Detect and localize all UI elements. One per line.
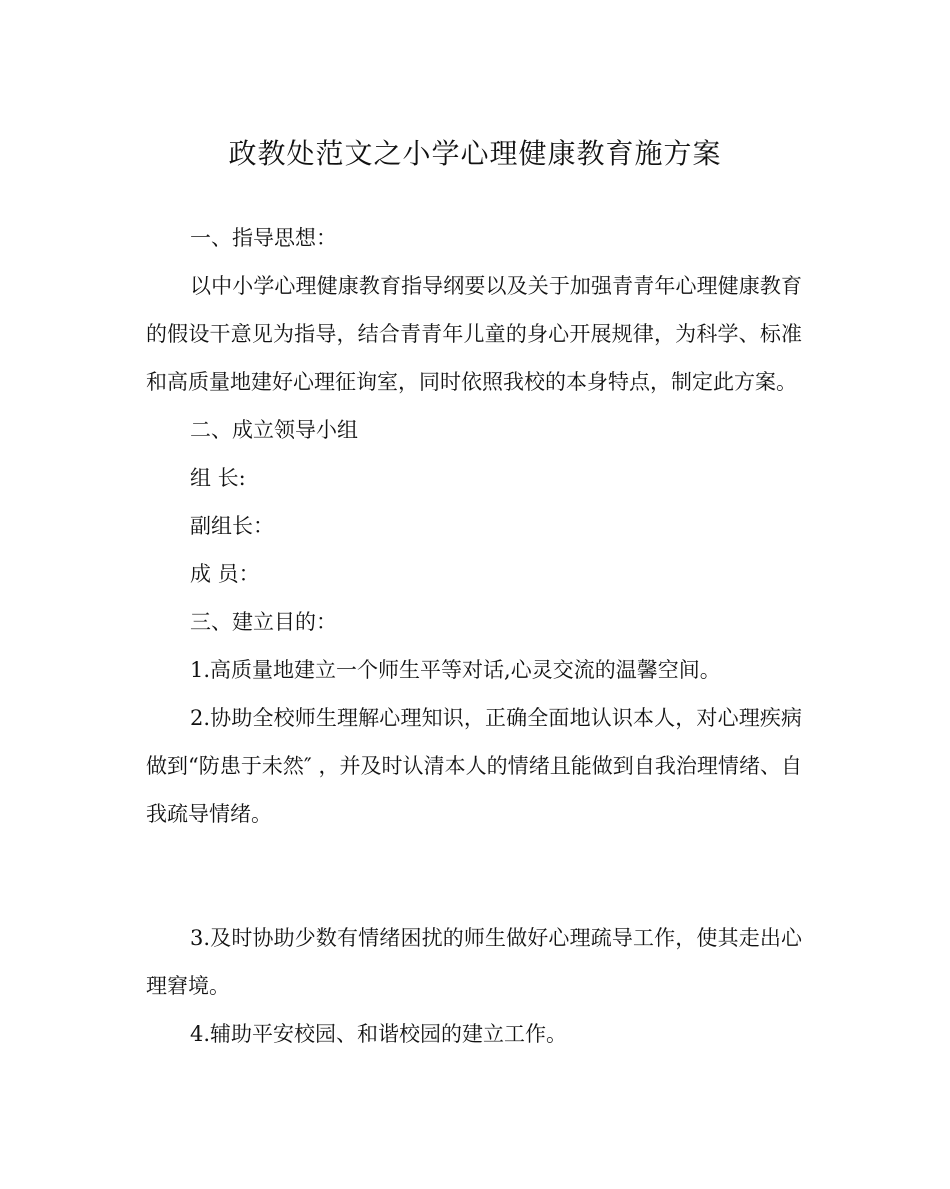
goal-item-3: 3.及时协助少数有情绪困扰的师生做好心理疏导工作，使其走出心理窘境。	[146, 926, 802, 998]
goal-item-2: 2.协助全校师生理解心理知识，正确全面地认识本人，对心理疾病做到“防患于未然″ ，并及时认清本人的情绪且能做到自我治理情绪、自我疏导情绪。	[146, 706, 802, 826]
group-leader-line: 组 长:	[190, 466, 246, 490]
section-3-heading: 三、建立目的：	[190, 610, 337, 634]
section-3-continued	[146, 914, 802, 1058]
section-1	[146, 214, 802, 838]
goal-item-4: 4.辅助平安校园、和谐校园的建立工作。	[190, 1022, 568, 1046]
section-1-heading: 一、指导思想：	[190, 226, 337, 250]
section-2-heading: 二、成立领导小组	[190, 418, 358, 442]
section-1-body: 以中小学心理健康教育指导纲要以及关于加强青青年心理健康教育的假设干意见为指导，结合青青年儿童的身心开展规律，为科学、标准和高质量地建好心理征询室，同时依照我校的本身特点，制定此方案。	[146, 274, 802, 394]
document-title: 政教处范文之小学心理健康教育施方案	[228, 137, 722, 170]
deputy-leader-line: 副组长：	[190, 514, 274, 538]
members-line: 成 员：	[190, 562, 260, 586]
goal-item-1: 1.高质量地建立一个师生平等对话,心灵交流的温馨空间。	[190, 658, 721, 682]
